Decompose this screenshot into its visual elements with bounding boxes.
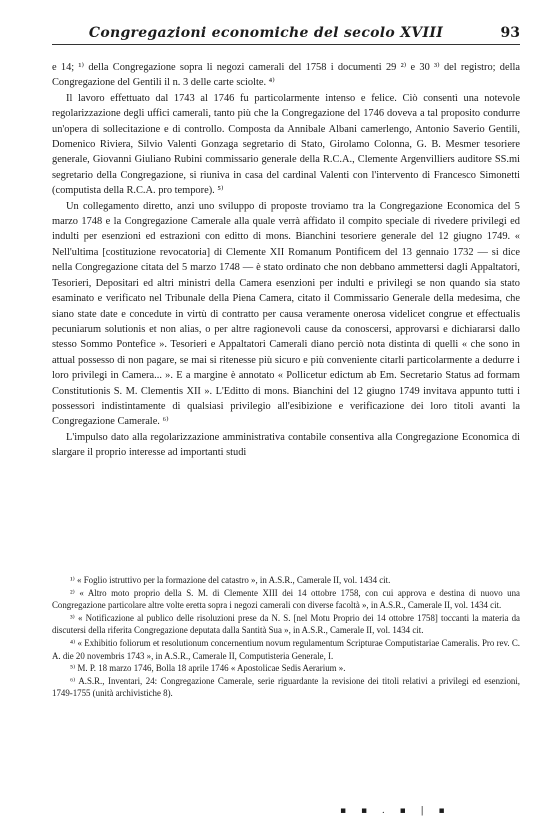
footnotes	[52, 574, 520, 700]
footnote: ⁶⁾ A.S.R., Inventari, 24: Congregazione Camerale, serie riguardante la revisione dei titoli relativi a privilegi ed esenzioni, 1749-1755 (unità archivistiche 8).	[52, 675, 520, 699]
page-header	[52, 22, 520, 45]
main-text	[52, 60, 520, 461]
paragraph: Il lavoro effettuato dal 1743 al 1746 fu particolarmente intenso e felice. Ciò consentì una notevole regolarizzazione degli uffici camerali, tanto più che la Congregazione del 1746 doveva a tal proposito condurre un'opera di sollecitazione e di controllo. Composta da Annibale Albani camerlengo, Antonio Saverio Gentili, Domenico Riviera, Silvio Valenti Gonzaga segretario di Stato, Girolamo Colonna, G. B. Mesmer tesoriere generale, Giovanni Giuliano Rubini commissario generale della R.C.A., Clemente Argenvilliers auditore SS.mi segretario della Congregazione, si riuniva in casa del cardinal Valenti con l'intervento di Francesco Simonetti (computista della R.C.A. pro tempore). ⁵⁾	[52, 92, 520, 197]
paragraph-continuation: e 14; ¹⁾ della Congregazione sopra li negozi camerali del 1758 i documenti 29 ²⁾ e 30 ³⁾ del registro; della Congregazione del Gentili il n. 3 delle carte sciolte. ⁴⁾	[52, 62, 520, 89]
footnote: ¹⁾ « Foglio istruttivo per la formazione del catastro », in A.S.R., Camerale II, vol. 1434 cit.	[70, 575, 391, 585]
footnote: ²⁾ « Altro moto proprio della S. M. di Clemente XIII dei 14 ottobre 1758, con cui approva e destina di nuovo una Congregazione particolare altre volte eretta sopra i negozi camerali con diverse facoltà », in A.S.R., Camerale II, vol. 1434 cit.	[52, 587, 520, 611]
page-number: 93	[500, 25, 520, 41]
footnote: ⁴⁾ « Exhibitio foliorum et resolutionum concernentium novum regulamentum Scripturae Computistariae Cameralis. Pro rev. C. A. die 20 novembris 1743 », in A.S.R., Camerale II, Computisteria Generale, I.	[52, 637, 520, 661]
footnote: ³⁾ « Notificazione al publico delle risoluzioni prese da N. S. [nel Motu Proprio dei 14 ottobre 1758] toccanti la materia da discutersi della riferita Congregazione deputata dalla Santità Sua », in A.S.R., Camerale II, vol. 1434 cit.	[52, 612, 520, 636]
footnote: ⁵⁾ M. P. 18 marzo 1746, Bolla 18 aprile 1746 « Apostolicae Sedis Aerarium ».	[70, 663, 346, 674]
paragraph: L'impulso dato alla regolarizzazione amministrativa contabile consentiva alla Congregazione Economica di slargare il proprio interesse ad importanti studi	[52, 431, 520, 459]
footer-marks: ▪ ▪ . ▪ | ▪	[340, 806, 451, 816]
paragraph: Un collegamento diretto, anzi uno sviluppo di proposte troviamo tra la Congregazione Economica del 5 marzo 1748 e la Congregazione Camerale alla quale verrà affidato il compito speciale di rivedere privilegi ed indulti per esenzioni ed estrazioni con editto di mons. Bianchini tesoriere generale del 12 giugno 1749. « Nell'ultima [costituzione revocatoria] di Clemente XII Romanum Pontificem del 13 gennaio 1732 — si dice nella Congregazione citata del 5 marzo 1748 — è stato ordinato che non debbano ammettersi dagli Appaltatori, Tesorieri, Depositari ed altri ministri della Camera esenzioni per indulti e privilegi se non quando sia stato esaminato e verificato nel Tribunale della Piena Camera, citato il Commissario Generale della medesima, che siano state date e concedute in virtù di contratto per causa veramente onerosa videlicet congrue et effectualis pecuniarum solutionis et non alias, o per altre ragionevoli cause da conoscersi, approvarsi e dichiararsi dallo stesso Sommo Pontefice ». Tesorieri e Appaltatori Camerali diano perciò nota distinta di quelli « che sono in attual possesso di non pagare, se mai si ritenesse più sicuro e più conveniente citarli particolarmente a dedurre i loro privilegi in Camera... ». E a margine è annotato « Pollicetur edictum ab Em. Secretario Status ad formam Constitutionis S. M. Clementis XII ». L'Editto di mons. Bianchini del 12 giugno 1749 invitava appunto tutti i possessori indistintamente di qualsiasi privilegio all'esibizione e verificazione dei loro titoli avanti la Congregazione Camerale. ⁶⁾	[52, 200, 520, 428]
running-title: Congregazioni economiche del secolo XVIII	[88, 25, 444, 41]
